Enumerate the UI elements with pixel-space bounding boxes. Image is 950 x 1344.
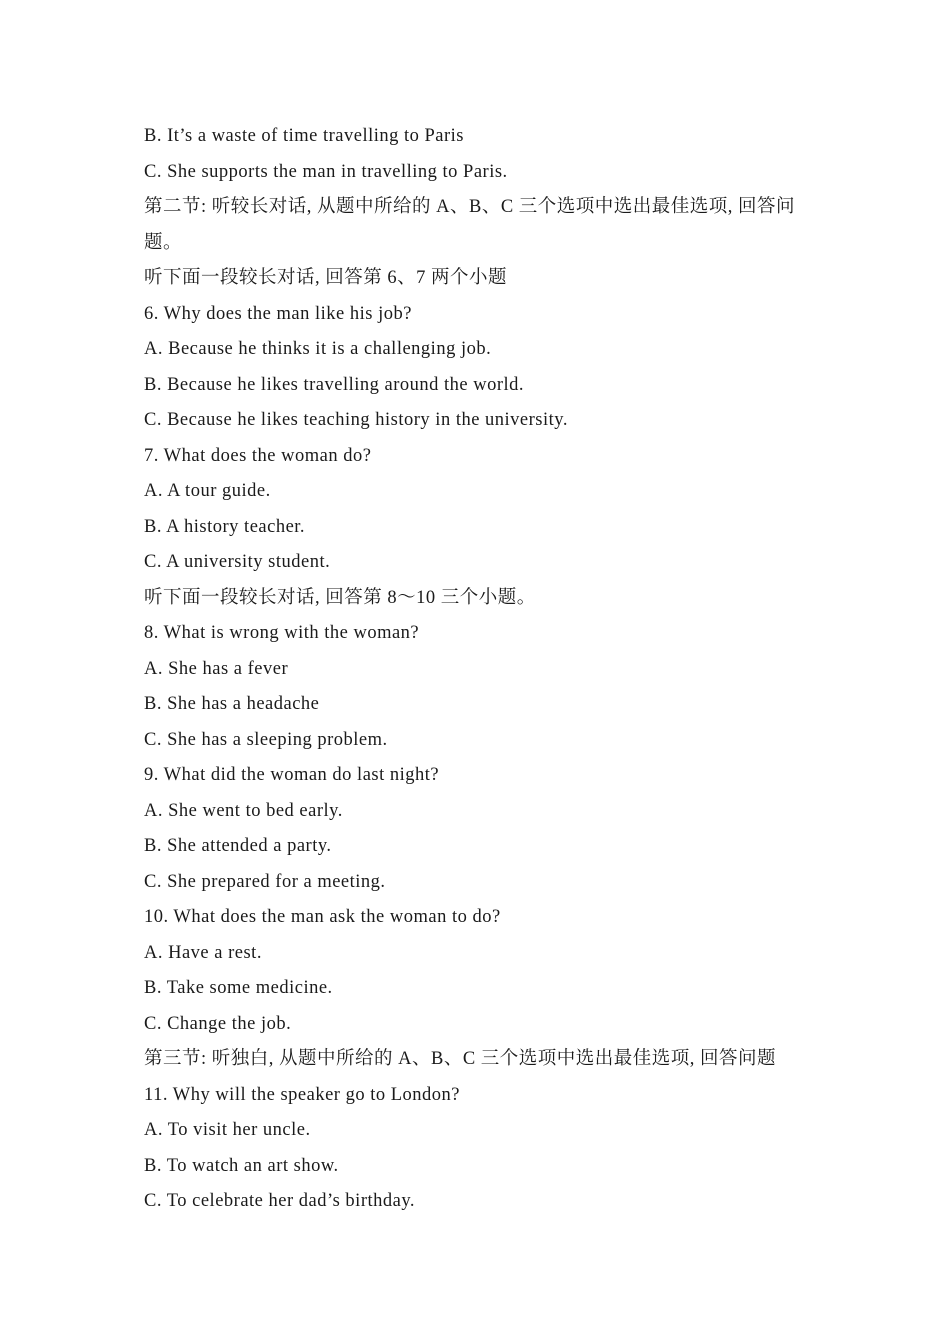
option-7a: A. A tour guide. — [144, 481, 271, 501]
option-7c: C. A university student. — [144, 552, 331, 572]
option-10c: C. Change the job. — [144, 1013, 292, 1034]
question-8: 8. What is wrong with the woman? — [144, 623, 420, 643]
option-8b: B. She has a headache — [144, 694, 320, 714]
option-11b: B. To watch an art show. — [144, 1155, 339, 1176]
option-10a: A. Have a rest. — [144, 942, 262, 963]
option-9b: B. She attended a party. — [144, 836, 332, 856]
option-6a: A. Because he thinks it is a challenging job. — [144, 339, 492, 359]
option-9c: C. She prepared for a meeting. — [144, 871, 386, 892]
question-6: 6. Why does the man like his job? — [144, 303, 412, 324]
option-11a: A. To visit her uncle. — [144, 1120, 311, 1140]
question-10: 10. What does the man ask the woman to do? — [144, 907, 501, 927]
question-7: 7. What does the woman do? — [144, 445, 372, 466]
option-10b: B. Take some medicine. — [144, 978, 333, 998]
question-11: 11. Why will the speaker go to London? — [144, 1084, 460, 1105]
option-8c: C. She has a sleeping problem. — [144, 729, 388, 750]
dialogue-instruction-6-7: 听下面一段较长对话, 回答第 6、7 两个小题 — [144, 268, 508, 288]
option-6c: C. Because he likes teaching history in the university. — [144, 410, 568, 430]
option-7b: B. A history teacher. — [144, 516, 306, 537]
option-5b: B. It’s a waste of time travelling to Paris — [144, 126, 465, 146]
dialogue-instruction-8-10: 听下面一段较长对话, 回答第 8～10 三个小题。 — [144, 587, 536, 608]
document-content — [144, 119, 814, 1220]
option-8a: A. She has a fever — [144, 658, 289, 679]
section-2-instruction: 第二节: 听较长对话, 从题中所给的 A、B、C 三个选项中选出最佳选项, 回答问题。 — [144, 197, 796, 253]
section-3-instruction: 第三节: 听独白, 从题中所给的 A、B、C 三个选项中选出最佳选项, 回答问题 — [144, 1049, 777, 1069]
option-9a: A. She went to bed early. — [144, 800, 343, 821]
option-6b: B. Because he likes travelling around the world. — [144, 374, 525, 395]
question-9: 9. What did the woman do last night? — [144, 765, 440, 785]
option-5c: C. She supports the man in travelling to Paris. — [144, 161, 508, 182]
option-11c: C. To celebrate her dad’s birthday. — [144, 1191, 416, 1211]
